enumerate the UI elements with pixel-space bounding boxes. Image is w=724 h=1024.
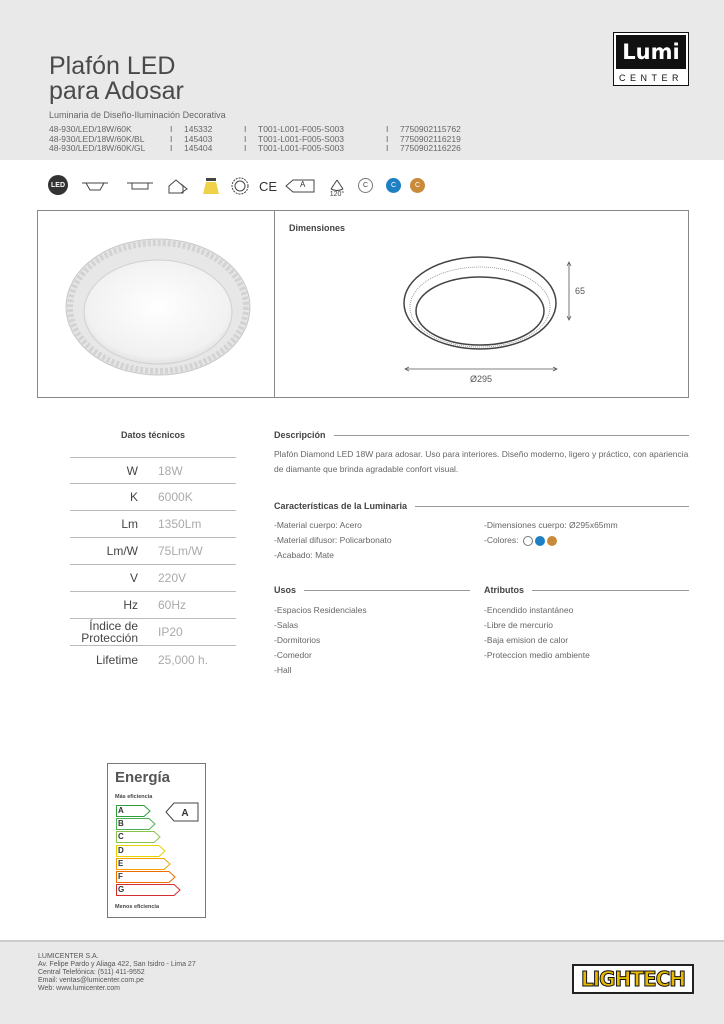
spec-key: Lm/W	[106, 544, 138, 558]
spec-row	[70, 565, 236, 592]
uso-item: -Comedor	[274, 650, 312, 660]
features-list-right	[484, 518, 618, 548]
description-heading-text: Descripción	[274, 430, 326, 440]
spec-value: 18W	[158, 463, 183, 478]
colors-label: -Colores:	[484, 535, 519, 545]
energy-class-d: D	[118, 845, 124, 855]
energy-title: Energía	[115, 769, 171, 786]
feature-item: -Material difusor: Policarbonato	[274, 535, 392, 545]
energy-bar-shape	[116, 884, 182, 896]
company-phone: Central Telefónica: (511) 411-9552	[38, 969, 145, 976]
product-subtitle: Luminaria de Diseño-Iluminación Decorativa	[49, 110, 226, 120]
color-white-icon: C	[358, 178, 373, 193]
spec-key: Hz	[123, 598, 138, 612]
code-row	[49, 144, 461, 154]
uso-item: -Espacios Residenciales	[274, 605, 367, 615]
spec-row	[70, 619, 236, 646]
company-name: LUMICENTER S.A.	[38, 953, 99, 960]
feature-colors	[484, 533, 618, 548]
ref-code: T001-L001-F005-S003	[258, 124, 345, 134]
spec-key: Lifetime	[95, 652, 138, 667]
energy-class-text: A	[300, 180, 306, 189]
separator: I	[244, 124, 247, 134]
company-web: Web: www.lumicenter.com	[38, 985, 120, 992]
spec-value: 220V	[158, 571, 187, 585]
spec-key: Índice de Protección	[81, 619, 138, 645]
led-icon: LED	[48, 175, 68, 195]
swatch-white	[523, 536, 533, 546]
beam-angle-label: 120°	[329, 190, 345, 198]
heading-rule	[415, 506, 689, 507]
energy-class-c: C	[118, 832, 124, 842]
uso-item: -Salas	[274, 620, 299, 630]
company-address: Av. Felipe Pardo y Aliaga 422, San Isidro - Lima 27	[38, 961, 196, 968]
atributos-heading-text: Atributos	[484, 585, 524, 595]
swatch-blue	[535, 536, 545, 546]
description-text: Plafón Diamond LED 18W para adosar. Uso para interiores. Diseño moderno, ligero y práctico, con apariencia de diamante que brinda agradable confort visual.	[274, 449, 689, 474]
surface-mount-icon	[80, 175, 110, 197]
uso-item: -Hall	[274, 665, 292, 675]
energy-rating-arrow	[165, 802, 199, 822]
spec-row	[70, 538, 236, 565]
energy-class-g: G	[118, 885, 125, 895]
features-heading	[274, 501, 689, 511]
ean-code: 7750902115762	[400, 124, 461, 134]
logo-subtext: CENTER	[618, 73, 683, 83]
logo-wordmark: Lumi	[616, 35, 686, 69]
separator: I	[386, 133, 389, 144]
spec-key: W	[126, 463, 138, 478]
energy-label	[107, 763, 206, 918]
spec-row	[70, 511, 236, 538]
ean-code: 7750902116219	[400, 133, 461, 144]
dimension-diameter: Ø295	[470, 374, 493, 384]
features-list-left	[274, 518, 392, 563]
energy-class-f: F	[118, 872, 123, 881]
color-gold-icon: C	[410, 178, 425, 193]
box-divider	[274, 210, 275, 398]
product-photo	[60, 232, 256, 382]
color-blue-icon: C	[386, 178, 401, 193]
spec-key: K	[129, 490, 138, 504]
spec-row	[70, 457, 236, 484]
energy-bar-shape	[116, 858, 172, 870]
lightech-wordmark: LIGHTECH	[580, 967, 686, 991]
atributos-list	[484, 603, 590, 663]
atributo-item: -Baja emision de calor	[484, 635, 569, 645]
features-heading-text: Características de la Luminaria	[274, 501, 408, 511]
energy-less-efficiency: Menos eficiencia	[115, 904, 160, 910]
energy-class-icon	[285, 175, 315, 197]
sku-code: 145332	[184, 124, 213, 134]
model-code: 48-930/LED/18W/60K/GL	[49, 143, 146, 153]
company-email: Email: ventas@lumicenter.com.pe	[38, 977, 144, 984]
light-output-icon	[201, 175, 221, 197]
ref-code: T001-L001-F005-S003	[258, 133, 345, 144]
dimensions-label: Dimensiones	[289, 223, 346, 233]
description-heading	[274, 430, 689, 440]
title-line-2: para Adosar	[49, 77, 184, 105]
separator: I	[386, 124, 389, 134]
sku-code: 145403	[184, 133, 213, 144]
heading-rule	[304, 590, 470, 591]
energy-class-e: E	[118, 858, 124, 868]
model-code: 48-930/LED/18W/60K/BL	[49, 133, 145, 144]
product-codes	[49, 125, 461, 154]
specs-table	[70, 457, 236, 673]
energy-class-b: B	[118, 819, 124, 829]
model-code: 48-930/LED/18W/60K	[49, 124, 132, 134]
atributo-item: -Proteccion medio ambiente	[484, 650, 590, 660]
usos-heading-text: Usos	[274, 585, 297, 595]
certification-seal-icon	[231, 175, 249, 197]
spec-value: 1350Lm	[158, 517, 202, 531]
spec-value: IP20	[158, 625, 183, 639]
separator: I	[170, 133, 173, 144]
uso-item: -Dormitorios	[274, 635, 321, 645]
sku-code: 145404	[184, 143, 213, 153]
title-line-1: Plafón LED	[49, 52, 176, 80]
dimension-drawing	[400, 255, 580, 375]
usos-heading	[274, 585, 470, 595]
specs-title: Datos técnicos	[120, 430, 186, 440]
energy-more-efficiency: Más eficiencia	[115, 794, 153, 800]
ref-code: T001-L001-F005-S003	[258, 143, 345, 153]
heading-rule	[532, 590, 689, 591]
spec-row	[70, 592, 236, 619]
indoor-use-icon	[167, 175, 189, 197]
ce-mark-icon: CE	[258, 178, 278, 194]
separator: I	[170, 124, 173, 134]
lumicenter-logo	[613, 32, 689, 86]
spec-value: 25,000 h.	[158, 652, 209, 667]
usos-list	[274, 603, 367, 678]
separator: I	[244, 133, 247, 144]
feature-icons-row	[48, 175, 438, 199]
separator: I	[244, 143, 247, 153]
spec-value: 60Hz	[158, 598, 187, 612]
spec-value: 75Lm/W	[158, 544, 203, 558]
beam-angle-icon	[326, 175, 348, 201]
atributo-item: -Encendido instantáneo	[484, 605, 574, 615]
separator: I	[386, 143, 389, 153]
energy-class-a: A	[118, 806, 124, 815]
separator: I	[170, 143, 173, 153]
spec-row	[70, 646, 236, 673]
company-contact	[38, 953, 196, 993]
lightech-logo	[572, 964, 694, 994]
feature-item: -Acabado: Mate	[274, 550, 335, 560]
product-title	[49, 54, 184, 104]
energy-bar-shape	[116, 871, 177, 883]
spec-key: V	[129, 571, 138, 585]
ceiling-mount-icon	[125, 175, 155, 197]
spec-value: 6000K	[158, 490, 193, 504]
atributos-heading	[484, 585, 689, 595]
spec-key: Lm	[121, 517, 138, 531]
dimension-height: 65	[575, 286, 586, 296]
ean-code: 7750902116226	[400, 143, 461, 153]
atributo-item: -Libre de mercurio	[484, 620, 553, 630]
feature-item: -Material cuerpo: Acero	[274, 520, 362, 530]
spec-row	[70, 484, 236, 511]
feature-item: -Dimensiones cuerpo: Ø295x65mm	[484, 520, 618, 530]
swatch-gold	[547, 536, 557, 546]
energy-rating-text: A	[181, 808, 189, 819]
heading-rule	[334, 435, 689, 436]
